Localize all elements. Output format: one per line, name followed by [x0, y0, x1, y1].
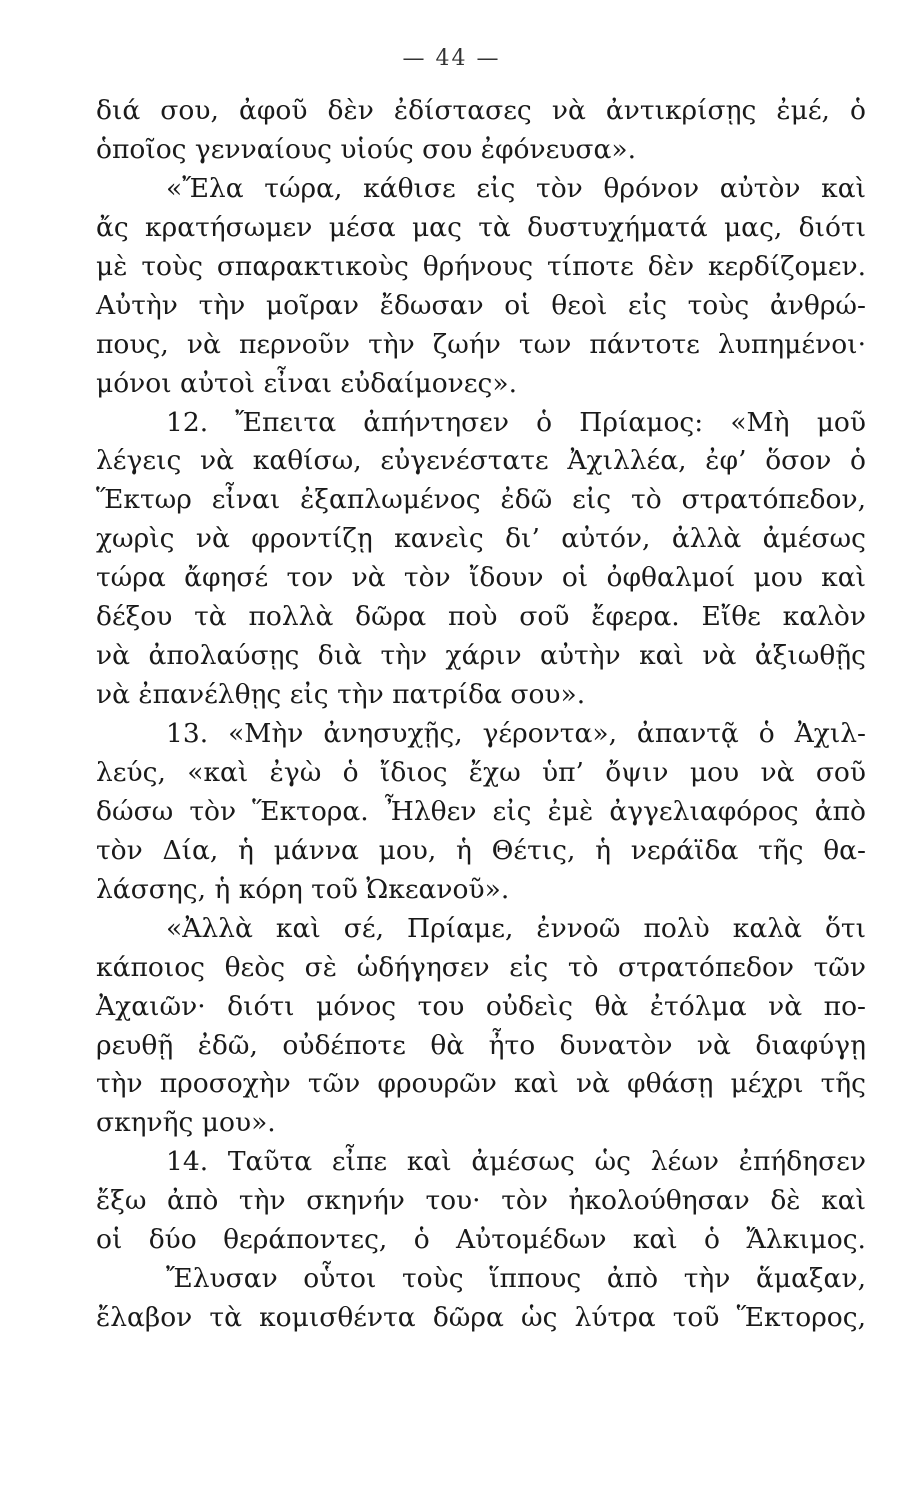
text-line: 14. Ταῦτα εἶπε καὶ ἀμέσως ὡς λέων ἐπήδησεν	[166, 1146, 866, 1178]
text-line: «Ἀλλὰ καὶ σέ, Πρίαμε, ἐννοῶ πολὺ καλὰ ὅτι	[166, 912, 866, 944]
text-line: λέγεις νὰ καθίσω, εὐγενέστατε Ἀχιλλέα, ἐφ’ ὅσον ὁ	[96, 445, 866, 477]
text-line: μόνοι αὐτοὶ εἶναι εὐδαίμονες».	[96, 367, 517, 399]
text-line: ἔξω ἀπὸ τὴν σκηνήν του· τὸν ἠκολούθησαν δὲ καὶ	[96, 1185, 866, 1217]
text-line: λάσσης, ἡ κόρη τοῦ Ὠκεανοῦ».	[96, 873, 510, 905]
text-line: πους, νὰ περνοῦν τὴν ζωήν των πάντοτε λυπημένοι·	[96, 328, 866, 360]
text-line: χωρὶς νὰ φροντίζῃ κανεὶς δι’ αὐτόν, ἀλλὰ ἀμέσως	[96, 523, 866, 555]
text-line: σκηνῆς μου».	[96, 1107, 276, 1139]
text-line: τώρα ἄφησέ τον νὰ τὸν ἴδουν οἱ ὀφθαλμοί μου καὶ	[96, 562, 866, 594]
text-line: δώσω τὸν Ἕκτορα. Ἦλθεν εἰς ἐμὲ ἀγγελιαφόρος ἀπὸ	[96, 795, 866, 827]
body-text	[96, 92, 866, 1338]
text-line: μὲ τοὺς σπαρακτικοὺς θρήνους τίποτε δὲν κερδίζομεν.	[96, 250, 866, 282]
text-line: νὰ ἀπολαύσῃς διὰ τὴν χάριν αὐτὴν καὶ νὰ ἀξιωθῇς	[96, 640, 866, 672]
text-line: 13. «Μὴν ἀνησυχῇς, γέροντα», ἀπαντᾷ ὁ Ἀχιλ-	[166, 718, 866, 749]
text-line: τὸν Δία, ἡ μάννα μου, ἡ Θέτις, ἡ νεράϊδα τῆς θα-	[96, 834, 866, 866]
text-line: νὰ ἐπανέλθῃς εἰς τὴν πατρίδα σου».	[96, 679, 586, 711]
text-line: Ἕκτωρ εἶναι ἐξαπλωμένος ἐδῶ εἰς τὸ στρατόπεδον,	[96, 484, 866, 516]
text-line: ἄς κρατήσωμεν μέσα μας τὰ δυστυχήματά μας, διότι	[96, 211, 866, 243]
text-line: ἔλαβον τὰ κομισθέντα δῶρα ὡς λύτρα τοῦ Ἕκτορος,	[96, 1302, 866, 1334]
text-line: οἱ δύο θεράποντες, ὁ Αὐτομέδων καὶ ὁ Ἄλκιμος.	[96, 1224, 866, 1256]
text-line: διά σου, ἀφοῦ δὲν ἐδίστασες νὰ ἀντικρίσῃς ἐμέ, ὁ	[96, 95, 866, 126]
text-line: ὁποῖος γενναίους υἱούς σου ἐφόνευσα».	[96, 133, 637, 165]
text-line: «Ἔλα τώρα, κάθισε εἰς τὸν θρόνον αὐτὸν καὶ	[166, 172, 866, 204]
text-line: Ἀχαιῶν· διότι μόνος του οὐδεὶς θὰ ἐτόλμα νὰ πο-	[96, 990, 866, 1022]
text-line: 12. Ἔπειτα ἀπήντησεν ὁ Πρίαμος: «Μὴ μοῦ	[166, 406, 866, 438]
text-line: Αὐτὴν τὴν μοῖραν ἔδωσαν οἱ θεοὶ εἰς τοὺς ἀνθρώ-	[96, 289, 866, 321]
text-line: Ἔλυσαν οὗτοι τοὺς ἵππους ἀπὸ τὴν ἅμαξαν,	[166, 1263, 866, 1295]
text-line: κάποιος θεὸς σὲ ὡδήγησεν εἰς τὸ στρατόπεδον τῶν	[96, 951, 866, 983]
text-line: δέξου τὰ πολλὰ δῶρα ποὺ σοῦ ἔφερα. Εἴθε καλὸν	[96, 601, 866, 633]
text-line: λεύς, «καὶ ἐγὼ ὁ ἴδιος ἔχω ὑπ’ ὄψιν μου νὰ σοῦ	[96, 756, 866, 788]
page-number: — 44 —	[402, 46, 501, 71]
text-line: ρευθῇ ἐδῶ, οὐδέποτε θὰ ἦτο δυνατὸν νὰ διαφύγῃ	[96, 1029, 866, 1061]
text-line: τὴν προσοχὴν τῶν φρουρῶν καὶ νὰ φθάσῃ μέχρι τῆς	[96, 1068, 866, 1100]
